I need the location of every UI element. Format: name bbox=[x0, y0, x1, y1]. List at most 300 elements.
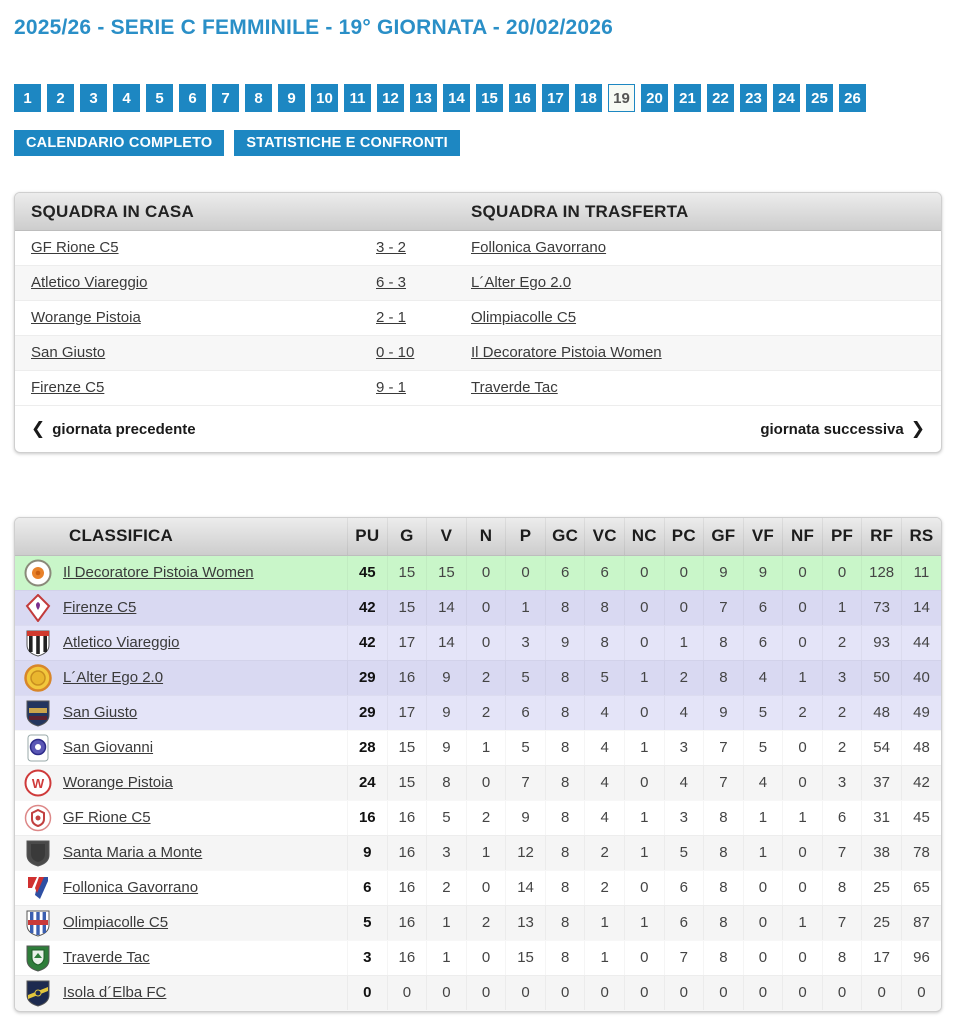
stat-cell-g: 16 bbox=[387, 905, 427, 940]
stat-cell-gf: 8 bbox=[704, 660, 744, 695]
stat-cell-pf: 3 bbox=[822, 660, 862, 695]
home-team-link[interactable]: Firenze C5 bbox=[31, 379, 105, 396]
stat-cell-gf: 8 bbox=[704, 870, 744, 905]
stat-cell-g: 16 bbox=[387, 835, 427, 870]
standings-row bbox=[15, 555, 941, 590]
team-logo-worange bbox=[23, 768, 53, 798]
standings-column-header-pc: PC bbox=[664, 518, 704, 555]
stat-cell-n: 2 bbox=[466, 695, 506, 730]
team-logo-gfrione bbox=[23, 803, 53, 833]
stat-cell-rf: 73 bbox=[862, 590, 902, 625]
stat-cell-pc: 6 bbox=[664, 905, 704, 940]
stat-cell-vc: 6 bbox=[585, 555, 625, 590]
previous-matchday-link[interactable] bbox=[31, 419, 196, 439]
team-cell bbox=[15, 975, 348, 1010]
standings-title: CLASSIFICA bbox=[15, 518, 348, 555]
home-team-link[interactable]: Atletico Viareggio bbox=[31, 274, 148, 291]
stat-cell-vc: 4 bbox=[585, 800, 625, 835]
standings-column-header-n: N bbox=[466, 518, 506, 555]
points-cell: 42 bbox=[348, 625, 388, 660]
round-button-18[interactable]: 18 bbox=[575, 84, 602, 112]
stat-cell-rs: 48 bbox=[901, 730, 941, 765]
stat-cell-vc: 4 bbox=[585, 730, 625, 765]
stat-cell-pc: 2 bbox=[664, 660, 704, 695]
team-logo-atletico bbox=[23, 628, 53, 658]
stat-cell-gf: 9 bbox=[704, 695, 744, 730]
stat-cell-nf: 0 bbox=[783, 730, 823, 765]
standings-column-header-v: V bbox=[427, 518, 467, 555]
away-team-link[interactable]: Follonica Gavorrano bbox=[471, 239, 607, 256]
stat-cell-vf: 1 bbox=[743, 800, 783, 835]
matchday-results-card bbox=[14, 192, 942, 453]
standings-row bbox=[15, 695, 941, 730]
stat-cell-nf: 1 bbox=[783, 905, 823, 940]
stat-cell-nc: 1 bbox=[624, 905, 664, 940]
stat-cell-p: 0 bbox=[506, 555, 546, 590]
round-button-5[interactable]: 5 bbox=[146, 84, 173, 112]
stat-cell-g: 17 bbox=[387, 625, 427, 660]
stat-cell-p: 15 bbox=[506, 940, 546, 975]
points-cell: 6 bbox=[348, 870, 388, 905]
standings-team-link[interactable]: Isola d´Elba FC bbox=[63, 984, 167, 1001]
stat-cell-pc: 3 bbox=[664, 800, 704, 835]
stat-cell-n: 2 bbox=[466, 905, 506, 940]
round-button-9[interactable]: 9 bbox=[278, 84, 305, 112]
stat-cell-rf: 93 bbox=[862, 625, 902, 660]
stat-cell-p: 5 bbox=[506, 660, 546, 695]
stat-cell-n: 0 bbox=[466, 940, 506, 975]
standings-row bbox=[15, 660, 941, 695]
stat-cell-p: 0 bbox=[506, 975, 546, 1010]
match-row bbox=[15, 301, 941, 336]
stat-cell-pc: 1 bbox=[664, 625, 704, 660]
stat-cell-v: 14 bbox=[427, 590, 467, 625]
team-logo-olimpiacolle bbox=[23, 908, 53, 938]
stat-cell-vf: 0 bbox=[743, 975, 783, 1010]
stat-cell-v: 9 bbox=[427, 695, 467, 730]
round-button-26[interactable]: 26 bbox=[839, 84, 866, 112]
stat-cell-pf: 6 bbox=[822, 800, 862, 835]
round-button-25[interactable]: 25 bbox=[806, 84, 833, 112]
away-team-link[interactable]: Olimpiacolle C5 bbox=[471, 309, 577, 326]
stat-cell-gc: 8 bbox=[545, 940, 585, 975]
stat-cell-gc: 0 bbox=[545, 975, 585, 1010]
stat-cell-rs: 42 bbox=[901, 765, 941, 800]
stat-cell-rs: 40 bbox=[901, 660, 941, 695]
stat-cell-p: 1 bbox=[506, 590, 546, 625]
stat-cell-g: 15 bbox=[387, 730, 427, 765]
stat-cell-gc: 8 bbox=[545, 905, 585, 940]
stat-cell-v: 0 bbox=[427, 975, 467, 1010]
stat-cell-g: 16 bbox=[387, 870, 427, 905]
team-cell bbox=[15, 590, 348, 625]
away-team-link[interactable]: Il Decoratore Pistoia Women bbox=[471, 344, 662, 361]
standings-row bbox=[15, 940, 941, 975]
standings-team-link[interactable]: Worange Pistoia bbox=[63, 774, 173, 791]
stat-cell-pf: 3 bbox=[822, 765, 862, 800]
standings-table bbox=[15, 518, 941, 1011]
standings-team-link[interactable]: Atletico Viareggio bbox=[63, 634, 180, 651]
stat-cell-vc: 2 bbox=[585, 870, 625, 905]
stat-cell-v: 5 bbox=[427, 800, 467, 835]
standings-column-header-pu: PU bbox=[348, 518, 388, 555]
round-button-11[interactable]: 11 bbox=[344, 84, 371, 112]
standings-column-header-rf: RF bbox=[862, 518, 902, 555]
standings-column-header-nf: NF bbox=[783, 518, 823, 555]
team-logo-decoratore bbox=[23, 558, 53, 588]
stat-cell-gc: 8 bbox=[545, 835, 585, 870]
standings-team-link[interactable]: Traverde Tac bbox=[63, 949, 150, 966]
stat-cell-gf: 0 bbox=[704, 975, 744, 1010]
stat-cell-rf: 25 bbox=[862, 905, 902, 940]
stat-cell-vf: 0 bbox=[743, 940, 783, 975]
stat-cell-gc: 8 bbox=[545, 730, 585, 765]
away-team-link[interactable]: Traverde Tac bbox=[471, 379, 558, 396]
standings-column-header-vf: VF bbox=[743, 518, 783, 555]
standings-row bbox=[15, 765, 941, 800]
standings-team-link[interactable]: L´Alter Ego 2.0 bbox=[63, 669, 164, 686]
stat-cell-v: 1 bbox=[427, 905, 467, 940]
stat-cell-nc: 0 bbox=[624, 870, 664, 905]
match-score-link[interactable]: 0 - 10 bbox=[376, 344, 415, 361]
team-logo-follonica bbox=[23, 873, 53, 903]
standings-column-header-p: P bbox=[506, 518, 546, 555]
stat-cell-pc: 3 bbox=[664, 730, 704, 765]
stat-cell-vf: 4 bbox=[743, 765, 783, 800]
chevron-right-icon: ❯ bbox=[910, 419, 925, 438]
standings-team-link[interactable]: Follonica Gavorrano bbox=[63, 879, 199, 896]
stat-cell-vc: 8 bbox=[585, 590, 625, 625]
standings-team-link[interactable]: Firenze C5 bbox=[63, 599, 137, 616]
stat-cell-g: 15 bbox=[387, 590, 427, 625]
match-score-link[interactable]: 9 - 1 bbox=[376, 379, 407, 396]
stat-cell-nf: 2 bbox=[783, 695, 823, 730]
round-button-8[interactable]: 8 bbox=[245, 84, 272, 112]
stat-cell-gf: 7 bbox=[704, 765, 744, 800]
stat-cell-vc: 4 bbox=[585, 695, 625, 730]
stat-cell-rs: 44 bbox=[901, 625, 941, 660]
stat-cell-g: 16 bbox=[387, 940, 427, 975]
stat-cell-p: 13 bbox=[506, 905, 546, 940]
standings-column-header-g: G bbox=[387, 518, 427, 555]
standings-team-link[interactable]: Olimpiacolle C5 bbox=[63, 914, 169, 931]
stat-cell-n: 2 bbox=[466, 800, 506, 835]
stat-cell-p: 9 bbox=[506, 800, 546, 835]
stat-cell-vf: 5 bbox=[743, 695, 783, 730]
match-row bbox=[15, 231, 941, 266]
standings-column-header-nc: NC bbox=[624, 518, 664, 555]
stat-cell-pf: 2 bbox=[822, 695, 862, 730]
stat-cell-nc: 0 bbox=[624, 975, 664, 1010]
team-cell bbox=[15, 905, 348, 940]
stat-cell-n: 1 bbox=[466, 835, 506, 870]
standings-team-link[interactable]: Santa Maria a Monte bbox=[63, 844, 203, 861]
stat-cell-pf: 8 bbox=[822, 940, 862, 975]
match-row bbox=[15, 336, 941, 371]
stat-cell-p: 12 bbox=[506, 835, 546, 870]
stat-cell-vc: 8 bbox=[585, 625, 625, 660]
stat-cell-rf: 38 bbox=[862, 835, 902, 870]
stat-cell-rs: 65 bbox=[901, 870, 941, 905]
statistics-button[interactable]: STATISTICHE E CONFRONTI bbox=[234, 130, 459, 156]
round-button-13[interactable]: 13 bbox=[410, 84, 437, 112]
stat-cell-vf: 0 bbox=[743, 870, 783, 905]
standings-header-row bbox=[15, 518, 941, 555]
previous-matchday-label: giornata precedente bbox=[52, 420, 196, 438]
points-cell: 3 bbox=[348, 940, 388, 975]
stat-cell-gf: 8 bbox=[704, 625, 744, 660]
stat-cell-pc: 7 bbox=[664, 940, 704, 975]
stat-cell-pf: 1 bbox=[822, 590, 862, 625]
stat-cell-v: 2 bbox=[427, 870, 467, 905]
round-button-12[interactable]: 12 bbox=[377, 84, 404, 112]
team-cell bbox=[15, 660, 348, 695]
points-cell: 0 bbox=[348, 975, 388, 1010]
round-button-22[interactable]: 22 bbox=[707, 84, 734, 112]
stat-cell-nc: 0 bbox=[624, 765, 664, 800]
stat-cell-v: 1 bbox=[427, 940, 467, 975]
team-logo-alterego bbox=[23, 663, 53, 693]
standings-team-link[interactable]: GF Rione C5 bbox=[63, 809, 151, 826]
full-calendar-button[interactable]: CALENDARIO COMPLETO bbox=[14, 130, 224, 156]
round-button-17[interactable]: 17 bbox=[542, 84, 569, 112]
round-button-21[interactable]: 21 bbox=[674, 84, 701, 112]
stat-cell-rf: 0 bbox=[862, 975, 902, 1010]
stat-cell-pf: 8 bbox=[822, 870, 862, 905]
stat-cell-nc: 1 bbox=[624, 835, 664, 870]
stat-cell-rf: 37 bbox=[862, 765, 902, 800]
stat-cell-rs: 0 bbox=[901, 975, 941, 1010]
stat-cell-vf: 1 bbox=[743, 835, 783, 870]
stat-cell-v: 8 bbox=[427, 765, 467, 800]
stat-cell-nc: 1 bbox=[624, 730, 664, 765]
round-button-19-selected[interactable]: 19 bbox=[608, 84, 635, 112]
standings-column-header-rs: RS bbox=[901, 518, 941, 555]
standings-team-link[interactable]: Il Decoratore Pistoia Women bbox=[63, 564, 254, 581]
stat-cell-pc: 4 bbox=[664, 765, 704, 800]
stat-cell-rf: 48 bbox=[862, 695, 902, 730]
stat-cell-gf: 8 bbox=[704, 800, 744, 835]
stat-cell-g: 16 bbox=[387, 660, 427, 695]
standings-team-link[interactable]: San Giusto bbox=[63, 704, 138, 721]
stat-cell-nf: 0 bbox=[783, 590, 823, 625]
standings-column-header-pf: PF bbox=[822, 518, 862, 555]
stat-cell-pc: 0 bbox=[664, 975, 704, 1010]
stat-cell-rf: 54 bbox=[862, 730, 902, 765]
stat-cell-g: 15 bbox=[387, 555, 427, 590]
match-score-link[interactable]: 6 - 3 bbox=[376, 274, 407, 291]
stat-cell-gc: 9 bbox=[545, 625, 585, 660]
action-buttons-row bbox=[14, 130, 942, 156]
stat-cell-nf: 1 bbox=[783, 660, 823, 695]
away-team-link[interactable]: L´Alter Ego 2.0 bbox=[471, 274, 572, 291]
match-score-link[interactable]: 2 - 1 bbox=[376, 309, 407, 326]
stat-cell-nf: 0 bbox=[783, 940, 823, 975]
round-button-7[interactable]: 7 bbox=[212, 84, 239, 112]
stat-cell-gc: 8 bbox=[545, 870, 585, 905]
stat-cell-vf: 6 bbox=[743, 625, 783, 660]
stat-cell-vf: 0 bbox=[743, 905, 783, 940]
stat-cell-v: 9 bbox=[427, 660, 467, 695]
svg-text:W: W bbox=[31, 775, 45, 791]
stat-cell-pf: 0 bbox=[822, 555, 862, 590]
stat-cell-nf: 0 bbox=[783, 870, 823, 905]
round-button-14[interactable]: 14 bbox=[443, 84, 470, 112]
team-cell bbox=[15, 765, 348, 800]
team-logo-isolaelba bbox=[23, 978, 53, 1008]
round-button-20[interactable]: 20 bbox=[641, 84, 668, 112]
stat-cell-nf: 0 bbox=[783, 625, 823, 660]
team-logo-firenze bbox=[23, 593, 53, 623]
round-button-4[interactable]: 4 bbox=[113, 84, 140, 112]
stat-cell-nc: 0 bbox=[624, 695, 664, 730]
stat-cell-n: 0 bbox=[466, 870, 506, 905]
stat-cell-rs: 78 bbox=[901, 835, 941, 870]
team-logo-sangiusto bbox=[23, 698, 53, 728]
stat-cell-rf: 25 bbox=[862, 870, 902, 905]
next-matchday-link[interactable] bbox=[760, 419, 925, 439]
team-cell bbox=[15, 730, 348, 765]
page-title: 2025/26 - SERIE C FEMMINILE - 19° GIORNATA - 20/02/2026 bbox=[14, 16, 614, 39]
round-button-23[interactable]: 23 bbox=[740, 84, 767, 112]
stat-cell-nf: 0 bbox=[783, 765, 823, 800]
points-cell: 29 bbox=[348, 660, 388, 695]
round-button-16[interactable]: 16 bbox=[509, 84, 536, 112]
stat-cell-gc: 6 bbox=[545, 555, 585, 590]
round-button-3[interactable]: 3 bbox=[80, 84, 107, 112]
stat-cell-gf: 7 bbox=[704, 730, 744, 765]
points-cell: 45 bbox=[348, 555, 388, 590]
stat-cell-nc: 0 bbox=[624, 590, 664, 625]
stat-cell-n: 1 bbox=[466, 730, 506, 765]
stat-cell-gf: 9 bbox=[704, 555, 744, 590]
stat-cell-gf: 8 bbox=[704, 905, 744, 940]
stat-cell-vc: 4 bbox=[585, 765, 625, 800]
matchday-navigation bbox=[15, 406, 941, 452]
round-button-1[interactable]: 1 bbox=[14, 84, 41, 112]
points-cell: 16 bbox=[348, 800, 388, 835]
stat-cell-nf: 0 bbox=[783, 835, 823, 870]
stat-cell-rf: 128 bbox=[862, 555, 902, 590]
stat-cell-vc: 0 bbox=[585, 975, 625, 1010]
stat-cell-nf: 0 bbox=[783, 555, 823, 590]
points-cell: 5 bbox=[348, 905, 388, 940]
stat-cell-pc: 0 bbox=[664, 555, 704, 590]
round-button-2[interactable]: 2 bbox=[47, 84, 74, 112]
stat-cell-nc: 0 bbox=[624, 625, 664, 660]
stat-cell-vc: 2 bbox=[585, 835, 625, 870]
stat-cell-v: 9 bbox=[427, 730, 467, 765]
stat-cell-rf: 31 bbox=[862, 800, 902, 835]
standings-team-link[interactable]: San Giovanni bbox=[63, 739, 154, 756]
stat-cell-pf: 2 bbox=[822, 625, 862, 660]
stat-cell-gc: 8 bbox=[545, 800, 585, 835]
stat-cell-n: 2 bbox=[466, 660, 506, 695]
stat-cell-pf: 7 bbox=[822, 835, 862, 870]
home-team-link[interactable]: San Giusto bbox=[31, 344, 106, 361]
stat-cell-n: 0 bbox=[466, 975, 506, 1010]
stat-cell-vc: 1 bbox=[585, 940, 625, 975]
stat-cell-pc: 5 bbox=[664, 835, 704, 870]
stat-cell-vc: 1 bbox=[585, 905, 625, 940]
stat-cell-g: 17 bbox=[387, 695, 427, 730]
standings-row bbox=[15, 590, 941, 625]
stat-cell-nc: 0 bbox=[624, 940, 664, 975]
stat-cell-pc: 0 bbox=[664, 590, 704, 625]
stat-cell-nf: 0 bbox=[783, 975, 823, 1010]
stat-cell-rs: 87 bbox=[901, 905, 941, 940]
points-cell: 42 bbox=[348, 590, 388, 625]
stat-cell-vf: 6 bbox=[743, 590, 783, 625]
match-score-link[interactable]: 3 - 2 bbox=[376, 239, 407, 256]
stat-cell-nc: 1 bbox=[624, 800, 664, 835]
stat-cell-nc: 0 bbox=[624, 555, 664, 590]
standings-column-header-vc: VC bbox=[585, 518, 625, 555]
stat-cell-rs: 45 bbox=[901, 800, 941, 835]
home-team-link[interactable]: GF Rione C5 bbox=[31, 239, 119, 256]
stat-cell-g: 0 bbox=[387, 975, 427, 1010]
stat-cell-vf: 9 bbox=[743, 555, 783, 590]
round-button-6[interactable]: 6 bbox=[179, 84, 206, 112]
team-cell bbox=[15, 625, 348, 660]
match-row bbox=[15, 266, 941, 301]
round-button-15[interactable]: 15 bbox=[476, 84, 503, 112]
standings-card bbox=[14, 517, 942, 1012]
standings-column-header-gc: GC bbox=[545, 518, 585, 555]
standings-row bbox=[15, 975, 941, 1010]
round-pagination bbox=[14, 84, 942, 112]
points-cell: 24 bbox=[348, 765, 388, 800]
stat-cell-nf: 1 bbox=[783, 800, 823, 835]
team-logo-traverde bbox=[23, 943, 53, 973]
team-cell bbox=[15, 940, 348, 975]
team-cell bbox=[15, 695, 348, 730]
round-button-24[interactable]: 24 bbox=[773, 84, 800, 112]
stat-cell-nc: 1 bbox=[624, 660, 664, 695]
team-cell bbox=[15, 835, 348, 870]
stat-cell-rs: 14 bbox=[901, 590, 941, 625]
stat-cell-gc: 8 bbox=[545, 695, 585, 730]
stat-cell-gf: 8 bbox=[704, 940, 744, 975]
points-cell: 28 bbox=[348, 730, 388, 765]
home-team-column-header: SQUADRA IN CASA bbox=[31, 201, 194, 221]
standings-column-header-gf: GF bbox=[704, 518, 744, 555]
standings-row bbox=[15, 625, 941, 660]
stat-cell-pf: 7 bbox=[822, 905, 862, 940]
stat-cell-pc: 6 bbox=[664, 870, 704, 905]
stat-cell-rs: 11 bbox=[901, 555, 941, 590]
stat-cell-g: 16 bbox=[387, 800, 427, 835]
standings-row bbox=[15, 905, 941, 940]
stat-cell-g: 15 bbox=[387, 765, 427, 800]
stat-cell-pf: 0 bbox=[822, 975, 862, 1010]
stat-cell-p: 14 bbox=[506, 870, 546, 905]
stat-cell-vf: 4 bbox=[743, 660, 783, 695]
standings-row bbox=[15, 730, 941, 765]
round-button-10[interactable]: 10 bbox=[311, 84, 338, 112]
stat-cell-v: 14 bbox=[427, 625, 467, 660]
home-team-link[interactable]: Worange Pistoia bbox=[31, 309, 141, 326]
stat-cell-rs: 49 bbox=[901, 695, 941, 730]
stat-cell-rf: 17 bbox=[862, 940, 902, 975]
match-list bbox=[15, 231, 941, 406]
next-matchday-label: giornata successiva bbox=[760, 420, 904, 438]
stat-cell-p: 5 bbox=[506, 730, 546, 765]
stat-cell-p: 7 bbox=[506, 765, 546, 800]
points-cell: 29 bbox=[348, 695, 388, 730]
stat-cell-n: 0 bbox=[466, 765, 506, 800]
standings-row bbox=[15, 800, 941, 835]
